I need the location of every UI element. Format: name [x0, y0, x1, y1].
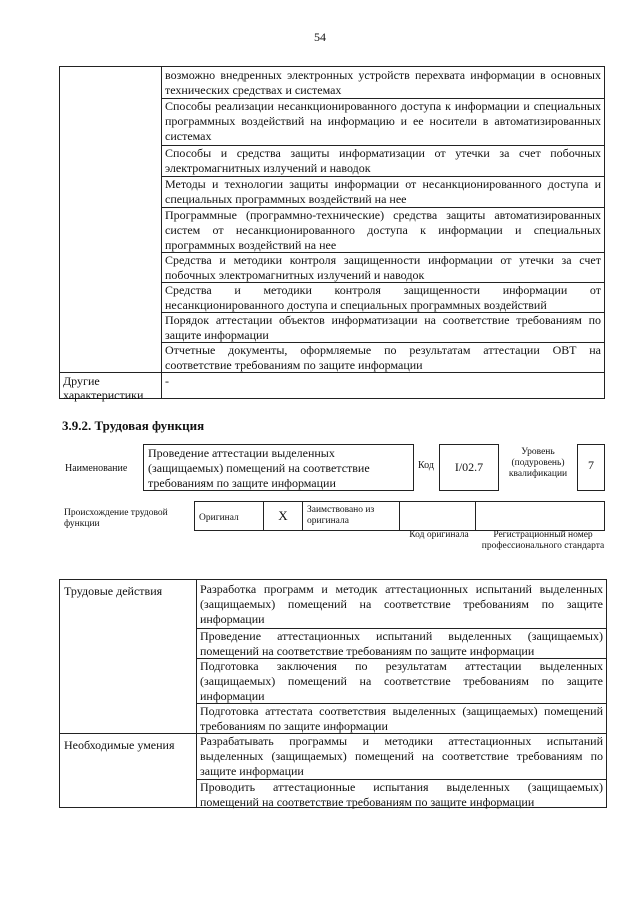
actions-label: Трудовые действия	[64, 584, 163, 598]
table-row: Программные (программно-технические) средства защиты автоматизированных систем от несанкционированного доступа к информации и специальных программных воздействий на нее	[165, 208, 601, 252]
other-characteristics-value: -	[165, 374, 169, 388]
orig-code-label: Код оригинала	[409, 530, 469, 540]
name-label: Наименование	[65, 463, 128, 474]
list-item: Разработка программ и методик аттестационных испытаний выделенных (защищаемых) помещений на соответствие требованиям по защите информации	[200, 582, 603, 626]
table-row: Отчетные документы, оформляемые по результатам аттестации ОВТ на соответствие требованиям по защите информации	[165, 343, 601, 372]
table-row: Способы реализации несанкционированного доступа к информации и специальных программных воздействий на информацию и ее носители в автоматизированных системах	[165, 99, 601, 143]
level-value: 7	[577, 444, 605, 491]
page-number: 54	[314, 30, 326, 44]
other-characteristics-label: Другие характеристики	[63, 374, 144, 402]
code-label: Код	[418, 460, 434, 471]
original-mark: X	[263, 501, 303, 531]
list-item: Подготовка аттестата соответствия выделенных (защищаемых) помещений требованиям по защите информации	[200, 704, 603, 733]
list-item: Проводить аттестационные испытания выделенных (защищаемых) помещений на соответствие требованиям по защите информации	[200, 780, 603, 809]
level-label: Уровень (подуровень) квалификации	[508, 447, 568, 479]
list-item: Подготовка заключения по результатам аттестации выделенных (защищаемых) помещений на соответствие требованиям по защите информации	[200, 659, 603, 703]
function-name: Проведение аттестации выделенных (защищаемых) помещений на соответствие требованиям по защите информации	[148, 446, 370, 490]
knowledge-table	[59, 66, 605, 402]
function-name-box	[143, 444, 414, 491]
origin-label: Происхождение трудовой функции	[64, 508, 168, 529]
list-item: Проведение аттестационных испытаний выделенных (защищаемых) помещений на соответствие требованиям по защите информации	[200, 629, 603, 658]
table-row: Порядок аттестации объектов информатизации на соответствие требованиям по защите информации	[165, 313, 601, 342]
code-value: I/02.7	[439, 444, 499, 491]
orig-code-box	[399, 501, 476, 531]
table-row: возможно внедренных электронных устройств перехвата информации в основных технических средствах и системах	[165, 68, 601, 97]
borrowed-label: Заимствовано из оригинала	[307, 505, 375, 526]
table-row: Методы и технологии защиты информации от несанкционированного доступа и специальных программных воздействий на нее	[165, 177, 601, 206]
list-item: Разрабатывать программы и методики аттестационных испытаний выделенных (защищаемых) помещений на соответствие требованиям по защите информации	[200, 734, 603, 778]
table-row: Средства и методики контроля защищенности информации от утечки за счет побочных электромагнитных излучений и наводок	[165, 253, 601, 282]
section-title: 3.9.2. Трудовая функция	[62, 418, 205, 433]
table-row: Средства и методики контроля защищенности информации от несанкционированного доступа и специальных программных воздействий	[165, 283, 601, 312]
table-row: Способы и средства защиты информатизации от утечки за счет побочных электромагнитных излучений и наводок	[165, 146, 601, 175]
reg-number-box	[475, 501, 605, 531]
skills-label: Необходимые умения	[64, 738, 175, 752]
original-label: Оригинал	[199, 513, 239, 523]
reg-number-label: Регистрационный номер профессионального стандарта	[481, 530, 605, 551]
function-table	[59, 579, 607, 808]
